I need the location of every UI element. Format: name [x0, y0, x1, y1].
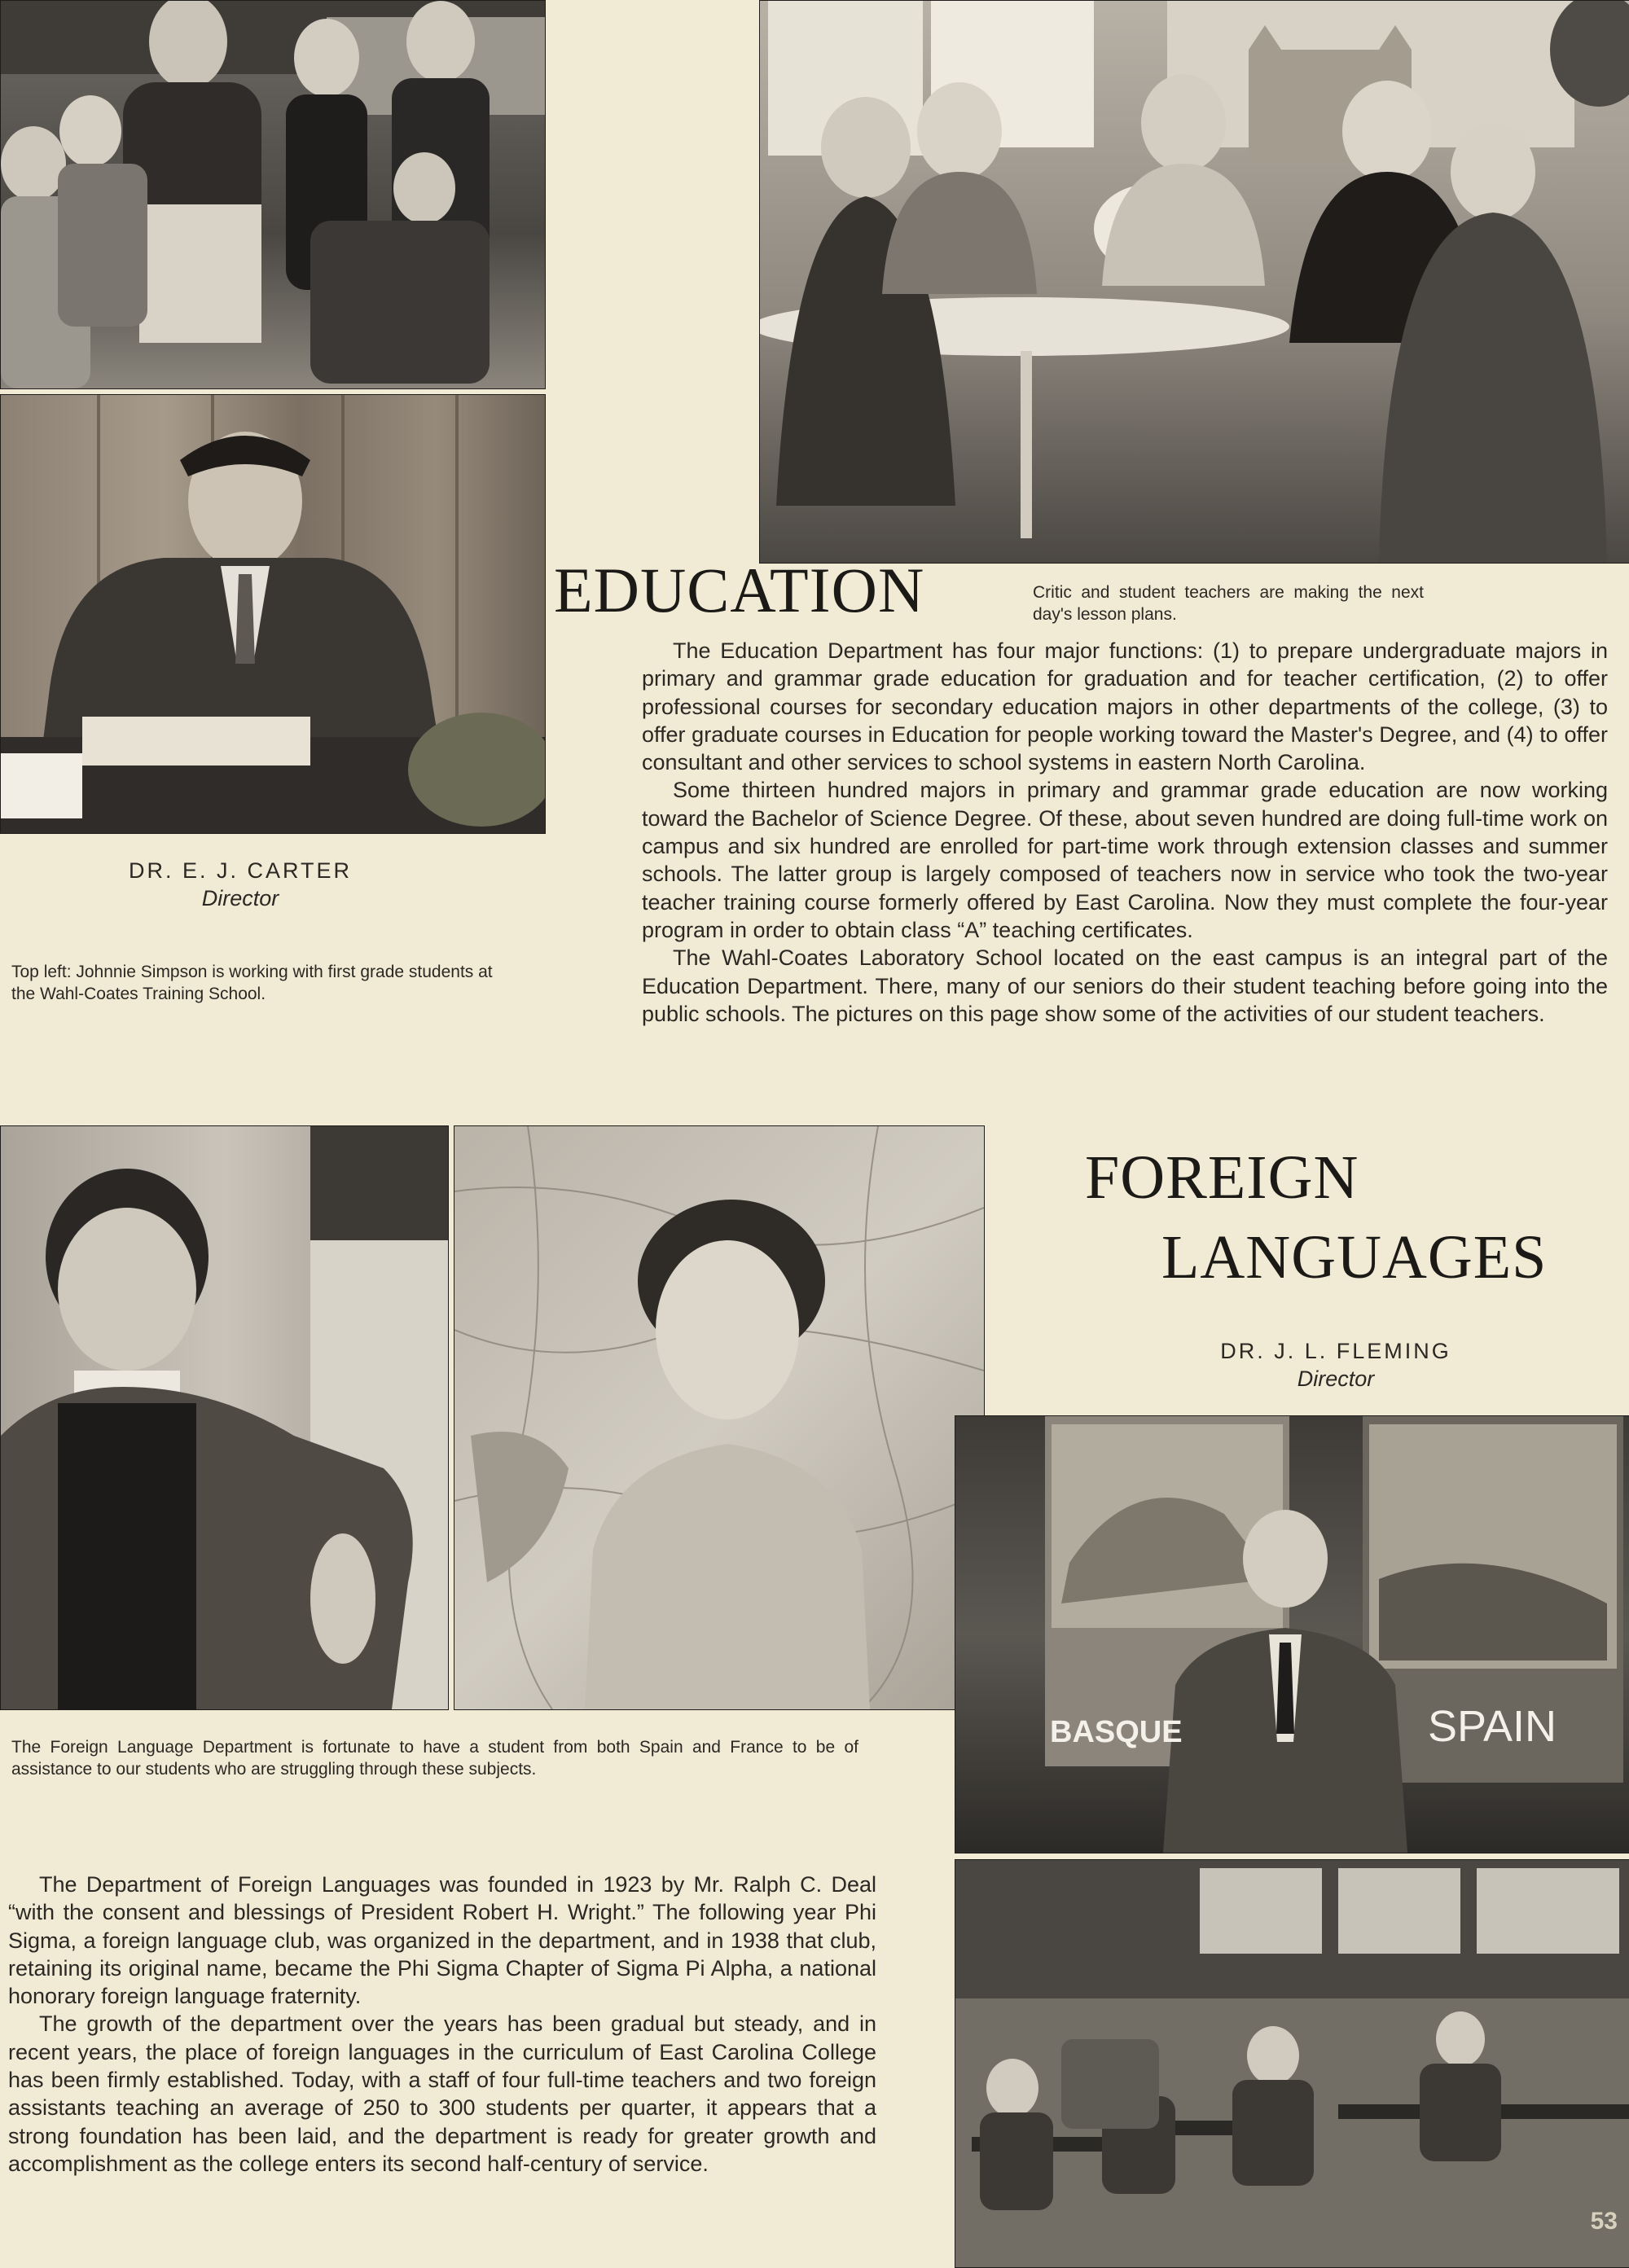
director-title-fleming: Director — [1297, 1367, 1375, 1391]
poster-label-basque: BASQUE — [1050, 1715, 1183, 1749]
director-name-carter: DR. E. J. CARTER — [128, 858, 353, 883]
director-name-fleming: DR. J. L. FLEMING — [1220, 1339, 1451, 1363]
photo-student-spain — [0, 1125, 449, 1710]
photo-dr-fleming — [955, 1415, 1629, 1853]
top-left-photo-caption: Top left: Johnnie Simpson is working with first grade students at the Wahl-Coates Training School. — [11, 963, 493, 1003]
foreign-heading-line2: LANGUAGES — [1161, 1223, 1548, 1292]
foreign-photo-caption: The Foreign Language Department is fortunate to have a student from both Spain and France to be of assistance to our students who are struggling through these subjects. — [11, 1738, 858, 1779]
director-title-carter: Director — [201, 886, 279, 910]
education-paragraph: The Wahl-Coates Laboratory School located on the east campus is an integral part of the Education Department. There, many of our seniors do their student teaching before going into the public schools. The pictures on this page show some of the activities of our student teachers. — [642, 945, 1608, 1026]
education-paragraph: The Education Department has four major functions: (1) to prepare undergraduate majors in primary and grammar grade education for graduation and for teacher certification, (2) to offer professional courses for secondary education majors in other departments of the college, (3) to offer graduate courses in Education for people working toward the Master's Degree, and (4) to offer consultant and other services to school systems in eastern North Carolina. — [642, 638, 1608, 775]
poster-label-spain: SPAIN — [1428, 1702, 1557, 1751]
page-number: 53 — [1590, 2208, 1618, 2235]
foreign-paragraph: The Department of Foreign Languages was founded in 1923 by Mr. Ralph C. Deal “with the consent and blessings of President Robert H. Wright.” The following year Phi Sigma, a foreign language club, was organized in the department, and in 1938 that club, retaining its original name, became the Phi Sigma Chapter of Sigma Pi Alpha, a national honorary foreign language fraternity. — [8, 1872, 876, 2009]
education-photo-caption: Critic and student teachers are making the next day's lesson plans. — [1033, 583, 1424, 624]
photo-student-teachers-table — [759, 0, 1629, 564]
foreign-heading-line1: FOREIGN — [1085, 1143, 1359, 1212]
photo-student-france-map — [454, 1125, 985, 1710]
foreign-languages-body — [8, 1871, 876, 2178]
education-paragraph: Some thirteen hundred majors in primary and grammar grade education are now working toward the Bachelor of Science Degree. Of these, about seven hundred are doing full-time work on campus and six hundred are enrolled for part-time work through extension classes and summer schools. The latter group is largely composed of teachers now in service who took the two-year teacher training course formerly offered by East Carolina. Now they must complete the four-year program in order to obtain class “A” teaching certificates. — [642, 778, 1608, 942]
photo-first-grade-class — [0, 0, 546, 389]
photo-dr-carter — [0, 394, 546, 834]
carter-nameplate — [49, 857, 432, 912]
photo-classroom-students — [955, 1859, 1629, 2268]
fleming-nameplate — [1173, 1337, 1499, 1393]
education-heading: EDUCATION — [554, 555, 925, 625]
foreign-paragraph: The growth of the department over the years has been gradual but steady, and in recent years, the place of foreign languages in the curriculum of East Carolina College has been firmly established. Today, with a staff of four full-time teachers and two foreign assistants teaching an average of 250 to 300 students per quarter, it appears that a strong foundation has been laid, and the department is ready for greater growth and accomplishment as the college enters its second half-century of service. — [8, 2011, 876, 2176]
education-body — [642, 637, 1608, 1028]
